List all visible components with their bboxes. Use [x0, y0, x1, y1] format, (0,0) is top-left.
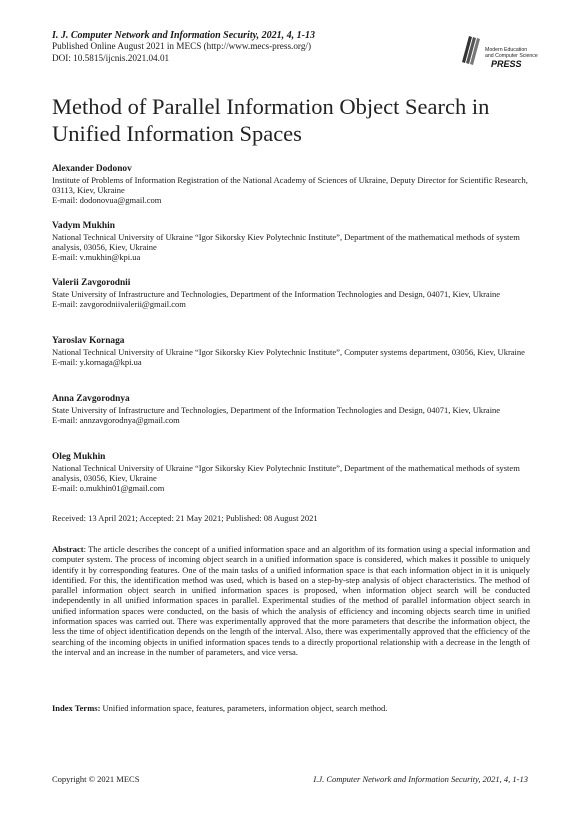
- author-affiliation: State University of Infrastructure and Technologies, Department of the Information Technologies and Design, 04071, Kiev, Ukraine: [52, 405, 501, 415]
- author-name: Oleg Mukhin: [52, 452, 106, 462]
- doi-line: DOI: 10.5815/ijcnis.2021.04.01: [52, 52, 170, 63]
- author-name: Anna Zavgorodnya: [52, 394, 130, 404]
- author-email: E-mail: annzavgorodnya@gmail.com: [52, 415, 180, 426]
- logo-line-1: Modern Education: [485, 47, 528, 53]
- author-block: [52, 335, 530, 367]
- footer-journal: I.J. Computer Network and Information Security, 2021, 4, 1-13: [313, 774, 528, 784]
- abstract-label: Abstract: [52, 544, 84, 554]
- book-stack-icon: [459, 32, 481, 68]
- footer-copyright: Copyright © 2021 MECS: [52, 774, 140, 784]
- author-affiliation: Institute of Problems of Information Registration of the National Academy of Sciences of Ukraine, Deputy Director for Scientific Research, 03113, Kiev, Ukraine: [52, 175, 528, 196]
- paper-title: Method of Parallel Information Object Search in Unified Information Spaces: [52, 94, 490, 146]
- author-block: [52, 277, 530, 309]
- author-name: Yaroslav Kornaga: [52, 336, 125, 346]
- author-affiliation: State University of Infrastructure and Technologies, Department of the Information Technologies and Design, 04071, Kiev, Ukraine: [52, 289, 501, 299]
- author-affiliation: National Technical University of Ukraine “Igor Sikorsky Kiev Polytechnic Institute”, Computer systems department, 03056, Kiev, Ukraine: [52, 347, 525, 357]
- index-terms-label: Index Terms:: [52, 703, 101, 713]
- published-line: Published Online August 2021 in MECS (http://www.mecs-press.org/): [52, 41, 312, 52]
- author-name: Vadym Mukhin: [52, 221, 115, 231]
- author-affiliation: National Technical University of Ukraine “Igor Sikorsky Kiev Polytechnic Institute”, Department of the mathematical methods of system analysis, 03056, Kiev, Ukraine: [52, 232, 520, 253]
- journal-header: [52, 30, 452, 64]
- author-email: E-mail: zavgorodniivalerii@gmail.com: [52, 299, 186, 310]
- author-name: Alexander Dodonov: [52, 164, 132, 174]
- author-block: [52, 393, 530, 425]
- author-email: E-mail: dodonovua@gmail.com: [52, 195, 162, 206]
- abstract: [52, 544, 530, 657]
- journal-line: I. J. Computer Network and Information Security, 2021, 4, 1-13: [52, 30, 315, 41]
- logo-line-2: and Computer Science: [485, 53, 538, 59]
- logo-press: PRESS: [491, 59, 522, 69]
- author-block: [52, 451, 530, 494]
- author-name: Valerii Zavgorodnii: [52, 278, 131, 288]
- publisher-logo: [455, 30, 538, 72]
- index-terms-text: Unified information space, features, parameters, information object, search method.: [100, 703, 388, 713]
- author-email: E-mail: v.mukhin@kpi.ua: [52, 252, 141, 263]
- abstract-text: : The article describes the concept of a unified information space and an algorithm of its formation using a special information and computer system. The process of incoming object search in a unified information space is considered, which makes it possible to uniquely identify it by corresponding features. One of the main tasks of a unified information space is that each information object in it is uniquely identified. For this, the identification method was used, which is based on a step-by-step analysis of object characteristics. The method of parallel information object search in unified information spaces is proposed, when information object search will be conducted independently in all unified information spaces in parallel. Experimental studies of the method of parallel information object search in unified information spaces were conducted, on the basis of which the analysis of efficiency and incoming objects search time in unified information spaces was carried out. There was experimentally approved that the more parameters that describe the information object, the less the time of object identification depends on the length of the interval. Also, there was experimentally approved that the efficiency of the searching of the incoming objects in unified information spaces tends to a directly proportional relationship with a decrease in the length of the interval and an increase in the number of parameters, and vice versa.: [52, 544, 530, 657]
- author-affiliation: National Technical University of Ukraine “Igor Sikorsky Kiev Polytechnic Institute”, Department of the mathematical methods of system analysis, 03056, Kiev, Ukraine: [52, 463, 520, 484]
- author-email: E-mail: o.mukhin01@gmail.com: [52, 483, 165, 494]
- publication-dates: Received: 13 April 2021; Accepted: 21 May 2021; Published: 08 August 2021: [52, 513, 318, 523]
- index-terms: [52, 703, 530, 713]
- author-block: [52, 220, 530, 263]
- author-block: [52, 163, 530, 206]
- author-email: E-mail: y.kornaga@kpi.ua: [52, 357, 142, 368]
